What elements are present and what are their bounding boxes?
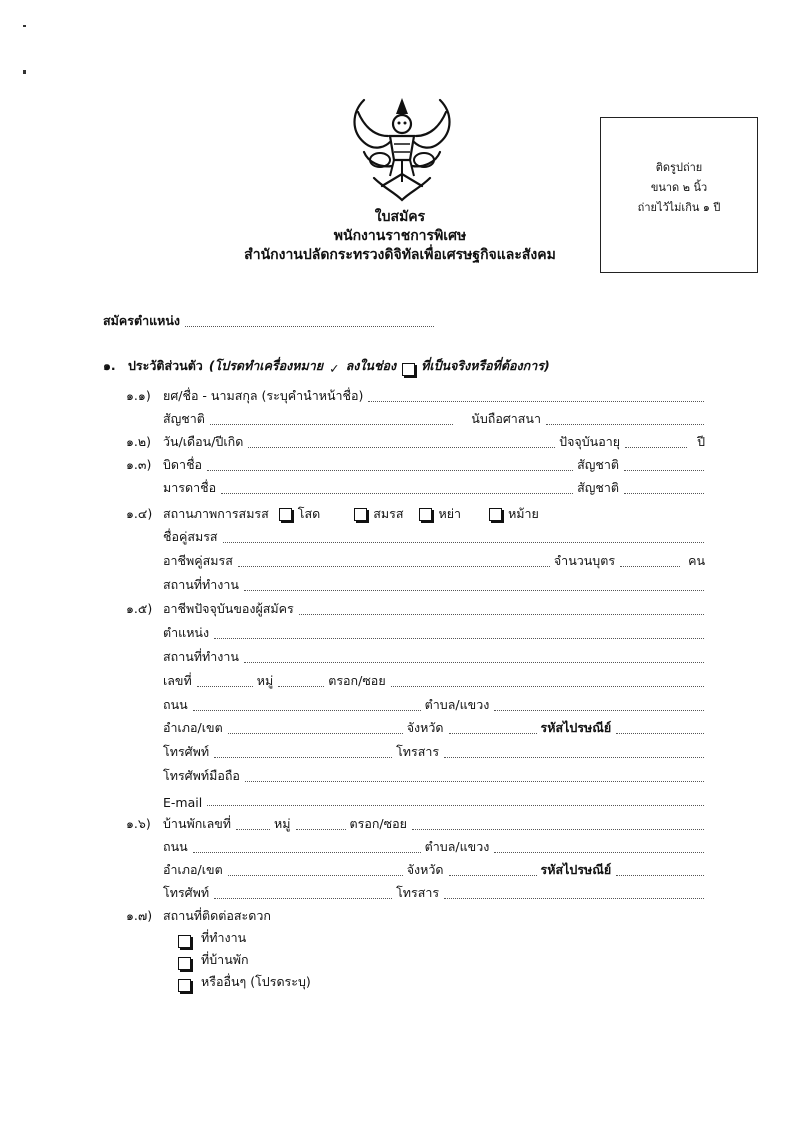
row-1-2-dob: [126, 434, 708, 452]
contact-option-workplace[interactable]: [176, 930, 476, 948]
religion-field[interactable]: [546, 423, 704, 425]
home-postcode-field[interactable]: [616, 874, 704, 876]
contact-place-label: สถานที่ติดต่อสะดวก: [163, 908, 271, 923]
marital-option-married[interactable]: สมรส: [352, 504, 403, 524]
photo-box-line2: ขนาด ๒ นิ้ว: [650, 181, 708, 194]
item-number: ๑.๒): [126, 434, 152, 449]
row-1-5-email: [163, 792, 708, 810]
row-1-5-phone: [163, 744, 708, 762]
row-1-3-mother: [163, 480, 708, 498]
row-1-5-position: [163, 625, 708, 643]
father-name-field[interactable]: [207, 469, 573, 471]
checkbox-icon[interactable]: [279, 508, 292, 521]
religion-label: นับถือศาสนา: [471, 411, 541, 426]
mother-name-field[interactable]: [221, 492, 573, 494]
nationality-label: สัญชาติ: [163, 411, 205, 426]
checkbox-icon[interactable]: [178, 979, 191, 992]
home-phone-field[interactable]: [214, 897, 392, 899]
marital-status-label: สถานภาพการสมรส: [163, 506, 269, 521]
work-fax-label: โทรสาร: [396, 744, 440, 759]
father-nationality-label: สัญชาติ: [577, 457, 619, 472]
row-1-4-spouse-name: [163, 529, 708, 547]
email-field[interactable]: [207, 804, 704, 806]
work-road-field[interactable]: [193, 709, 421, 711]
contact-option-label: ที่ทำงาน: [201, 930, 247, 945]
row-1-6-road: [163, 839, 708, 857]
work-phone-label: โทรศัพท์: [163, 744, 210, 759]
work-fax-field[interactable]: [444, 756, 704, 758]
spouse-name-label: ชื่อคู่สมรส: [163, 529, 218, 544]
work-moo-field[interactable]: [278, 685, 324, 687]
checkbox-icon[interactable]: [178, 935, 191, 948]
section1-heading: [103, 358, 663, 376]
home-fax-label: โทรสาร: [396, 885, 440, 900]
home-soi-label: ตรอก/ซอย: [349, 816, 407, 831]
spouse-occupation-label: อาชีพคู่สมรส: [163, 553, 233, 568]
home-district-field[interactable]: [228, 874, 403, 876]
contact-option-other[interactable]: [176, 974, 476, 992]
age-unit: ปี: [697, 434, 705, 449]
work-province-field[interactable]: [449, 732, 537, 734]
work-district-label: อำเภอ/เขต: [163, 720, 223, 735]
home-road-field[interactable]: [193, 851, 421, 853]
mobile-field[interactable]: [245, 780, 704, 782]
row-1-5-district: [163, 720, 708, 738]
form-title-line1: ใบสมัคร: [374, 209, 426, 225]
spouse-occupation-field[interactable]: [238, 565, 550, 567]
item-number: ๑.๕): [126, 601, 153, 616]
item-number: ๑.๑): [126, 388, 151, 403]
position-applied-field[interactable]: [185, 325, 434, 327]
marital-option-divorced[interactable]: หย่า: [417, 504, 461, 524]
checkbox-icon[interactable]: [419, 508, 432, 521]
home-fax-field[interactable]: [444, 897, 704, 899]
work-province-label: จังหวัด: [406, 720, 444, 735]
mother-nationality-label: สัญชาติ: [577, 480, 619, 495]
job-position-field[interactable]: [214, 637, 704, 639]
form-title-line3: สำนักงานปลัดกระทรวงดิจิทัลเพื่อเศรษฐกิจและสังคม: [244, 247, 556, 263]
work-house-no-label: เลขที่: [163, 673, 192, 688]
home-phone-label: โทรศัพท์: [163, 885, 210, 900]
contact-option-label: หรืออื่นๆ (โปรดระบุ): [201, 974, 311, 989]
row-1-1-nationality: [163, 411, 708, 429]
occupation-field[interactable]: [299, 613, 704, 615]
spouse-name-field[interactable]: [223, 541, 704, 543]
work-subdistrict-label: ตำบล/แขวง: [424, 697, 490, 712]
dob-field[interactable]: [248, 446, 555, 448]
marital-option-widowed[interactable]: หม้าย: [487, 504, 539, 524]
nationality-field[interactable]: [210, 423, 453, 425]
full-name-field[interactable]: [368, 400, 704, 402]
spouse-workplace-label: สถานที่ทำงาน: [163, 577, 239, 592]
row-1-1-name: [126, 388, 708, 406]
work-postcode-label: รหัสไปรษณีย์: [540, 720, 612, 735]
row-1-4-spouse-workplace: [163, 577, 708, 595]
section1-title: ประวัติส่วนตัว: [128, 358, 203, 373]
section1-instruction-suffix: ที่เป็นจริงหรือที่ต้องการ): [421, 358, 550, 373]
item-number: ๑.๔): [126, 506, 153, 521]
row-1-4-spouse-occupation: [163, 553, 708, 571]
item-number: ๑.๗): [126, 908, 153, 923]
children-unit: คน: [688, 553, 705, 568]
form-title-line2: พนักงานราชการพิเศษ: [333, 228, 467, 244]
full-name-label: ยศ/ชื่อ - นามสกุล (ระบุคำนำหน้าชื่อ): [163, 388, 364, 403]
home-subdistrict-label: ตำบล/แขวง: [424, 839, 490, 854]
home-moo-label: หมู่: [274, 816, 291, 831]
home-moo-field[interactable]: [296, 828, 346, 830]
home-road-label: ถนน: [163, 839, 188, 854]
row-1-4-marital-status: [126, 506, 708, 524]
position-applied-label: สมัครตำแหน่ง: [103, 313, 181, 328]
row-1-6-home-address: [126, 816, 708, 834]
work-soi-label: ตรอก/ซอย: [328, 673, 386, 688]
home-house-no-field[interactable]: [236, 828, 270, 830]
garuda-emblem-icon: [344, 92, 460, 204]
children-count-field[interactable]: [620, 565, 680, 567]
spouse-workplace-field[interactable]: [244, 589, 704, 591]
mobile-label: โทรศัพท์มือถือ: [163, 768, 240, 783]
work-moo-label: หมู่: [256, 673, 274, 688]
father-name-label: บิดาชื่อ: [163, 457, 203, 472]
row-1-6-phone: [163, 885, 708, 903]
work-house-no-field[interactable]: [197, 685, 253, 687]
home-postcode-label: รหัสไปรษณีย์: [540, 862, 612, 877]
children-count-label: จำนวนบุตร: [553, 553, 616, 568]
row-1-5-address: [163, 673, 708, 691]
age-label: ปัจจุบันอายุ: [559, 434, 621, 449]
job-position-label: ตำแหน่ง: [163, 625, 210, 640]
checkbox-icon[interactable]: [489, 508, 502, 521]
home-subdistrict-field[interactable]: [494, 851, 704, 853]
check-mark-icon: ✓: [329, 361, 340, 376]
contact-option-label: ที่บ้านพัก: [201, 952, 249, 967]
form-title: [230, 208, 570, 265]
photo-box-line1: ติดรูปถ่าย: [655, 161, 703, 174]
position-applied-row: [103, 313, 438, 331]
section1-instruction-middle: ลงในช่อง: [345, 358, 397, 373]
item-number: ๑.๓): [126, 457, 152, 472]
row-1-5-occupation: [126, 601, 708, 619]
work-postcode-field[interactable]: [616, 732, 704, 734]
work-road-label: ถนน: [163, 697, 188, 712]
age-field[interactable]: [625, 446, 687, 448]
work-district-field[interactable]: [228, 732, 403, 734]
row-1-5-road: [163, 697, 708, 715]
work-subdistrict-field[interactable]: [494, 709, 704, 711]
workplace-label: สถานที่ทำงาน: [163, 649, 239, 664]
checkbox-sample-icon: [402, 363, 415, 376]
photo-box-line3: ถ่ายไว้ไม่เกิน ๑ ปี: [637, 201, 721, 214]
section1-number: ๑.: [103, 358, 116, 373]
home-district-label: อำเภอ/เขต: [163, 862, 223, 877]
scan-speck: [23, 70, 26, 74]
checkbox-icon[interactable]: [354, 508, 367, 521]
row-1-7-contact: [126, 908, 526, 926]
row-1-5-mobile: [163, 768, 708, 786]
father-nationality-field[interactable]: [624, 469, 704, 471]
mother-name-label: มารดาชื่อ: [163, 480, 217, 495]
contact-option-home[interactable]: [176, 952, 476, 970]
home-province-field[interactable]: [449, 874, 537, 876]
home-soi-field[interactable]: [412, 828, 704, 830]
mother-nationality-field[interactable]: [624, 492, 704, 494]
section1-instruction-prefix: (โปรดทำเครื่องหมาย: [208, 358, 324, 373]
checkbox-icon[interactable]: [178, 957, 191, 970]
photo-placeholder-box[interactable]: [600, 117, 758, 273]
home-province-label: จังหวัด: [406, 862, 444, 877]
email-label: E-mail: [163, 795, 203, 810]
dob-label: วัน/เดือน/ปีเกิด: [163, 434, 244, 449]
row-1-6-district: [163, 862, 708, 880]
scan-speck: [23, 25, 26, 27]
work-soi-field[interactable]: [391, 685, 704, 687]
workplace-field[interactable]: [244, 661, 704, 663]
occupation-label: อาชีพปัจจุบันของผู้สมัคร: [163, 601, 294, 616]
row-1-5-workplace: [163, 649, 708, 667]
home-house-no-label: บ้านพักเลขที่: [163, 816, 232, 831]
row-1-3-father: [126, 457, 708, 475]
item-number: ๑.๖): [126, 816, 151, 831]
work-phone-field[interactable]: [214, 756, 392, 758]
marital-option-single[interactable]: โสด: [277, 504, 320, 524]
